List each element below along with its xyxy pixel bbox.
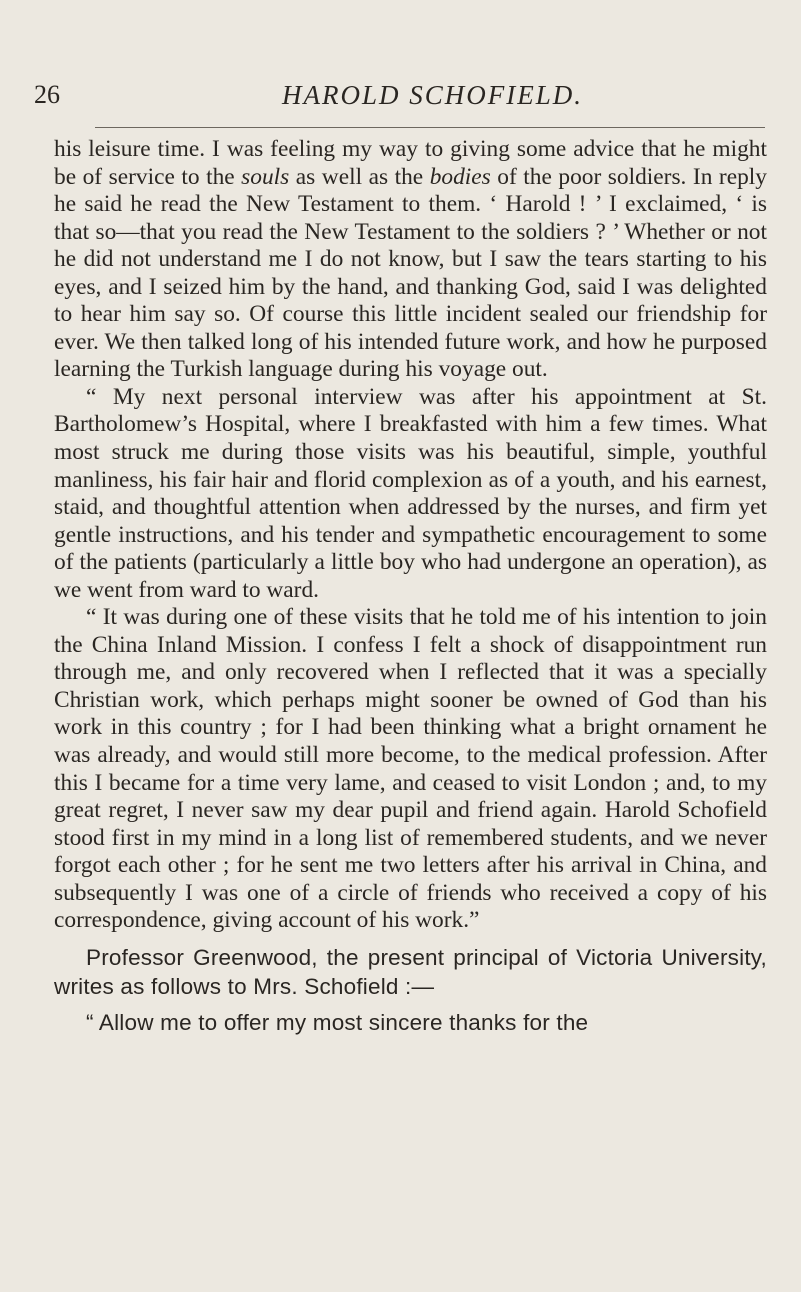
paragraph-3: “ It was during one of these visits that he told me of his intention to join the China Inland Mission. I confess I felt a shock of disappointment run through me, and only recovered when I reflected that it was a specially Christian work, which perhaps might sooner be owned of God than his work in this country ; for I had been thinking what a bright ornament he was already, and would still more become, to the medical profession. After this I became for a time very lame, and ceased to visit London ; and, to my great regret, I never saw my dear pupil and friend again. Harold Schofield stood first in my mind in a long list of remembered students, and we never forgot each other ; for he sent me two letters after his arrival in China, and subsequently I was one of a circle of friends who received a copy of his correspondence, giving account of his work.” (54, 604, 767, 934)
page-number: 26 (34, 80, 60, 109)
italic-bodies: bodies (429, 163, 491, 190)
page-header (0, 80, 801, 120)
paragraph-1-text-a: his leisure time. I was feeling my way to giving some advice that he might be of service to the (54, 136, 767, 190)
paragraph-1-text-b: as well as the (289, 163, 430, 190)
paragraph-4: Professor Greenwood, the present principal of Victoria University, writes as follows to Mrs. Schofield :— (54, 944, 767, 999)
paragraph-1-text-c: of the poor soldiers. In reply he said he read the New Testament to them. ‘ Harold ! ’ I exclaimed, ‘ is that so—that you read the New Testament to the soldiers ? ’ Whether or not he did not understand me I do not know, but I saw the tears starting to his eyes, and I seized him by the hand, and thanking God, said I was delighted to hear him say so. Of course this little incident sealed our friendship for ever. We then talked long of his intended future work, and how he purposed learning the Turkish language during his voyage out. (54, 163, 767, 383)
running-head: HAROLD SCHOFIELD. (282, 80, 583, 110)
italic-souls: souls (241, 163, 290, 190)
paragraph-2: “ My next personal interview was after his appointment at St. Bartholomew’s Hospital, where I breakfasted with him a few times. What most struck me during those visits was his beautiful, simple, youthful manliness, his fair hair and florid complexion as of a youth, and his earnest, staid, and thoughtful attention when addressed by the nurses, and firm yet gentle instructions, and his tender and sympathetic encouragement to some of the patients (particularly a little boy who had undergone an operation), as we went from ward to ward. (54, 383, 767, 603)
header-rule (95, 127, 765, 128)
paragraph-1 (54, 136, 767, 384)
paragraph-5: “ Allow me to offer my most sincere thanks for the (86, 1009, 589, 1035)
body-text (54, 136, 767, 1037)
